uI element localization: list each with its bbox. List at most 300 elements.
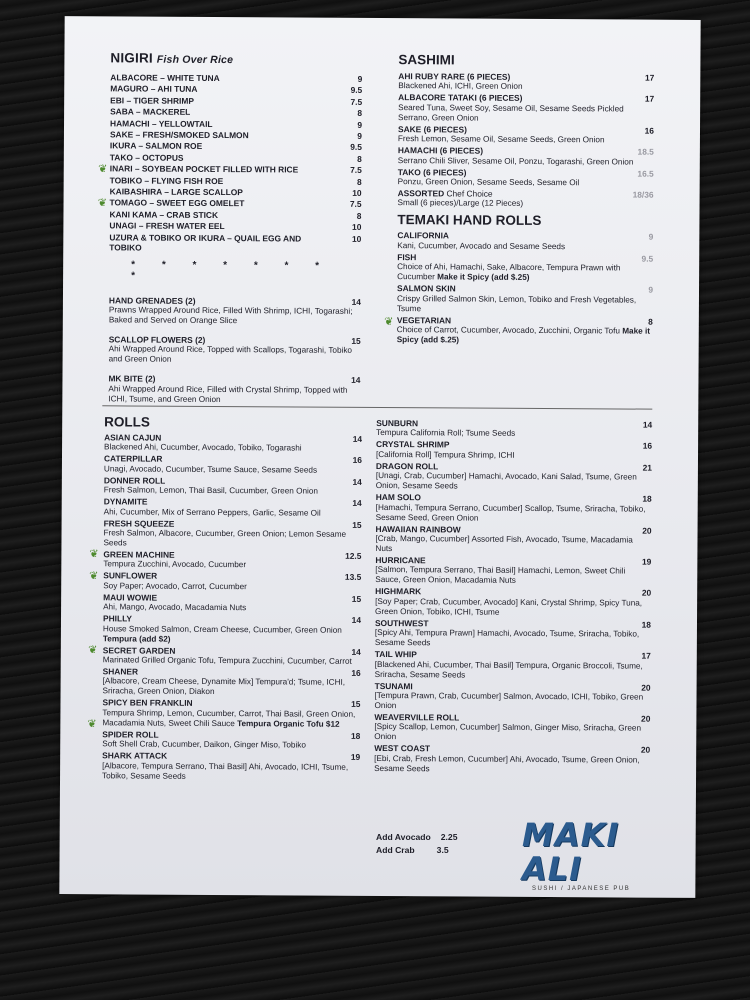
- menu-item-name-text: HAWAIIAN RAINBOW: [375, 523, 461, 535]
- menu-item-name: [104, 518, 175, 529]
- maki-ali-logo: [522, 816, 644, 892]
- menu-item-description-text: House Smoked Salmon, Cream Cheese, Cucumber, Green Onion: [102, 623, 342, 635]
- menu-item: [110, 152, 362, 164]
- menu-item-row: [110, 198, 362, 210]
- addon-price: 2.25: [440, 832, 458, 842]
- menu-item: [104, 475, 362, 497]
- menu-item-name-text: DRAGON ROLL: [375, 460, 439, 472]
- menu-item-description-text: Unagi, Avocado, Cucumber, Tsume Sauce, Sesame Seeds: [103, 464, 318, 475]
- menu-item-row: [109, 209, 361, 221]
- menu-item-name: [398, 167, 467, 178]
- menu-item-name-text: SUNBURN: [376, 417, 419, 429]
- menu-item: [375, 555, 651, 587]
- menu-item-description: [103, 624, 361, 646]
- menu-item-price: 10: [351, 233, 362, 244]
- menu-item-name-text: TOMAGO – SWEET EGG OMELET: [109, 197, 245, 209]
- menu-item-name-text: MAUI WOWIE: [103, 592, 158, 603]
- menu-item-description: [398, 103, 654, 125]
- menu-item-name: [110, 72, 219, 83]
- temaki-list: [397, 231, 654, 347]
- menu-item-name: [109, 232, 335, 254]
- menu-item-name-text: SHANER: [102, 666, 139, 677]
- menu-item: [103, 571, 361, 593]
- menu-item-description: [102, 708, 360, 730]
- menu-item-price: 14: [642, 419, 653, 430]
- menu-item-name: [103, 614, 132, 625]
- temaki-title: TEMAKI HAND ROLLS: [397, 212, 542, 229]
- menu-item: [110, 129, 362, 141]
- menu-item-extra: Make it Spicy (add $.25): [437, 272, 530, 283]
- menu-item-name-text: SPICY BEN FRANKLIN: [102, 697, 193, 709]
- menu-item-name-text: HAMACHI – YELLOWTAIL: [110, 117, 213, 129]
- menu-item-name: [398, 188, 493, 199]
- menu-item-name: [110, 84, 197, 95]
- menu-item-price: 14: [351, 646, 361, 657]
- menu-item-price: 16: [644, 125, 655, 136]
- menu-item-price: 20: [641, 713, 651, 724]
- menu-item-name: [104, 497, 148, 508]
- menu-item-description-text: [Hamachi, Tempura Serrano, Cucumber] Scallop, Tsume, Sriracha, Tobiko, Sesame Seed, Green Onion: [375, 502, 646, 523]
- menu-item-price: 15: [351, 593, 362, 604]
- menu-item-name: [103, 592, 157, 603]
- menu-item-name: [103, 645, 176, 656]
- menu-item-name-text: TOBIKO – FLYING FISH ROE: [109, 174, 224, 186]
- menu-item-price: 19: [642, 556, 652, 567]
- menu-item-name-text: WEAVERVILLE ROLL: [374, 712, 460, 723]
- rolls-right-section: [374, 418, 652, 777]
- menu-item-name-text: TAKO – OCTOPUS: [109, 152, 184, 163]
- menu-item-description-text: Soft Shell Crab, Cucumber, Daikon, Ginger Miso, Tobiko: [102, 739, 306, 750]
- menu-item-description-text: Tempura Shrimp, Lemon, Cucumber, Carrot, Thai Basil, Green Onion, Macadamia Nuts, Sweet Chili Sauce: [102, 708, 356, 728]
- menu-page: [59, 16, 700, 898]
- menu-item-description-text: [Salmon, Tempura Serrano, Thai Basil] Hamachi, Lemon, Sweet Chili Sauce, Green Onion, Macadamia Nuts: [375, 565, 626, 586]
- menu-item-name-text: SOUTHWEST: [374, 617, 429, 629]
- menu-item-name-text: UZURA & TOBIKO OR IKURA – QUAIL EGG AND TOBIKO: [109, 232, 302, 253]
- menu-item-description: [397, 325, 653, 347]
- menu-item-price: 9: [357, 119, 363, 130]
- menu-item-row: [110, 72, 362, 84]
- menu-item: [375, 618, 651, 650]
- menu-item-name-text: EBI – TIGER SHRIMP: [110, 95, 194, 106]
- menu-item-name: [376, 418, 418, 429]
- menu-item-price: 12.5: [345, 550, 362, 561]
- menu-item-name: [104, 475, 165, 486]
- menu-item-name: [374, 712, 459, 723]
- menu-item-row: [110, 175, 362, 187]
- menu-item-price: 14: [352, 476, 362, 487]
- leaf-icon: ❦: [98, 162, 108, 175]
- menu-item-name: [110, 164, 299, 176]
- menu-item-name-text: SPIDER ROLL: [102, 729, 159, 740]
- menu-item: [374, 743, 650, 775]
- menu-item-name-text: HAM SOLO: [375, 492, 421, 503]
- menu-item-description-text: Small (6 pieces)/Large (12 Pieces): [397, 198, 524, 209]
- menu-item: [398, 145, 654, 167]
- menu-item-name-suffix: Chef Choice: [446, 188, 493, 199]
- menu-item: [109, 232, 361, 254]
- menu-item-name: [103, 666, 138, 677]
- menu-item-description: [109, 305, 361, 327]
- menu-item-name: [103, 549, 174, 560]
- logo-tagline: SUSHI / JAPANESE PUB: [532, 886, 631, 892]
- menu-item-row: [110, 164, 362, 176]
- rolls-right-list: [374, 418, 652, 776]
- menu-item-name: [397, 231, 449, 242]
- menu-item-description: [375, 534, 651, 556]
- menu-item-name-text: ALBACORE – WHITE TUNA: [110, 72, 220, 84]
- nigiri-section: [108, 50, 362, 414]
- menu-item: [398, 124, 654, 146]
- menu-item-name: [110, 152, 184, 163]
- menu-item-description: [398, 199, 654, 211]
- menu-item-price: 20: [641, 682, 651, 693]
- menu-item: [103, 645, 361, 667]
- menu-item: [104, 432, 362, 454]
- menu-item-description-text: Fresh Salmon, Lemon, Thai Basil, Cucumber, Green Onion: [103, 485, 319, 496]
- menu-item-description-text: Soy Paper; Avocado, Carrot, Cucumber: [103, 581, 247, 592]
- menu-item-name-text: HAMACHI (6 PIECES): [397, 145, 484, 156]
- leaf-icon: ❦: [88, 644, 98, 657]
- menu-item: [110, 107, 362, 119]
- menu-item-description-text: Blackened Ahi, Cucumber, Avocado, Tobiko, Togarashi: [104, 442, 302, 453]
- menu-item-price: 7.5: [350, 165, 362, 176]
- menu-item-name: [376, 439, 449, 450]
- menu-item-description-text: Kani, Cucumber, Avocado and Sesame Seeds: [397, 240, 566, 251]
- menu-item-description-text: Fresh Salmon, Albacore, Cucumber, Green Onion; Lemon Sesame Seeds: [103, 528, 347, 548]
- menu-item-name: [398, 93, 522, 104]
- menu-item-description-text: Prawns Wrapped Around Rice, Filled With Shrimp, ICHI, Togarashi; Baked and Served on Orange Slice: [108, 305, 353, 326]
- menu-item-price: 18: [642, 493, 652, 504]
- menu-item-description: [103, 528, 361, 550]
- menu-item-name: [376, 492, 421, 503]
- menu-item-price: 9.5: [350, 85, 363, 96]
- menu-item-description-text: [Albacore, Cream Cheese, Dynamite Mix] Tempura'd; Tsume, ICHI, Sriracha, Green Onion, Diakon: [102, 676, 346, 697]
- menu-item: [103, 666, 361, 698]
- menu-item: [376, 461, 652, 493]
- menu-item-description-text: [Crab, Mango, Cucumber] Assorted Fish, Avocado, Tsume, Macadamia Nuts: [375, 534, 633, 554]
- menu-item-name-text: FISH: [397, 251, 417, 263]
- menu-item-name-text: MK BITE (2): [108, 373, 156, 384]
- menu-item-description: [398, 156, 654, 168]
- menu-item-price: 8: [356, 210, 362, 221]
- nigiri-list: [109, 72, 362, 254]
- menu-item-name-text: HIGHMARK: [375, 586, 422, 597]
- menu-item-name-text: ASIAN CAJUN: [104, 432, 162, 443]
- menu-item-name: [374, 743, 430, 754]
- menu-item-price: 16: [351, 667, 361, 678]
- menu-item-name: [103, 571, 157, 582]
- menu-item-name-text: KANI KAMA – CRAB STICK: [109, 209, 219, 220]
- menu-item: [109, 221, 361, 233]
- menu-item: [103, 614, 361, 646]
- menu-item: [103, 549, 361, 571]
- menu-item-row: [109, 232, 361, 254]
- menu-item-name-text: IKURA – SALMON ROE: [109, 140, 203, 152]
- menu-item-name: [398, 124, 467, 135]
- menu-item: [109, 295, 361, 327]
- menu-item-price: 15: [351, 335, 361, 346]
- divider-stars: * * * * * * * *: [131, 258, 332, 282]
- menu-item-description: [376, 503, 652, 525]
- menu-item: [104, 497, 362, 519]
- menu-item-name: [375, 555, 425, 566]
- addon-avocado: [376, 831, 457, 844]
- menu-item-name-text: DYNAMITE: [103, 496, 148, 507]
- menu-item-description-text: [Spicy Scallop, Lemon, Cucumber] Salmon, Ginger Miso, Sriracha, Green Onion: [374, 722, 642, 742]
- menu-item-name-text: SHARK ATTACK: [102, 750, 168, 761]
- leaf-icon: ❦: [87, 718, 97, 731]
- menu-item-description: [374, 754, 650, 776]
- menu-item-description: [108, 384, 360, 406]
- menu-item-name: [398, 145, 483, 156]
- menu-item-description: [375, 565, 651, 587]
- menu-item-description-text: Ahi Wrapped Around Rice, Topped with Scallops, Togarashi, Tobiko and Green Onion: [108, 344, 353, 365]
- menu-item-name-text: SABA – MACKEREL: [110, 106, 191, 118]
- menu-item-description: [375, 597, 651, 619]
- menu-item-price: 18: [641, 619, 652, 630]
- menu-item-price: 18: [350, 730, 361, 741]
- menu-item-description-text: [Blackened Ahi, Cucumber, Thai Basil] Tempura, Organic Broccoli, Tsume, Sriracha, Sesame Seeds: [374, 659, 643, 680]
- menu-item-name: [375, 649, 417, 660]
- menu-item-name-text: HURRICANE: [375, 555, 426, 566]
- menu-item-description: [397, 241, 653, 253]
- menu-item: [374, 712, 650, 744]
- menu-item-name-text: UNAGI – FRESH WATER EEL: [109, 220, 225, 232]
- menu-item-price: 18/36: [632, 189, 654, 200]
- menu-item-name-text: SECRET GARDEN: [102, 644, 176, 656]
- menu-item-description: [103, 655, 361, 667]
- menu-item-name-text: TAIL WHIP: [374, 649, 417, 660]
- menu-item-description: [397, 262, 653, 284]
- menu-item: [102, 751, 360, 783]
- leaf-icon: ❦: [384, 315, 394, 328]
- menu-item-description: [397, 294, 653, 316]
- menu-item-name-text: TSUNAMI: [374, 680, 413, 691]
- menu-item-name-text: SAKE (6 PIECES): [397, 123, 467, 135]
- menu-item-name: [375, 586, 421, 597]
- menu-item-price: 9: [648, 232, 654, 243]
- menu-item-description-text: [Unagi, Crab, Cucumber] Hamachi, Avocado, Kani Salad, Tsume, Green Onion, Sesame Seeds: [375, 471, 637, 491]
- menu-item-name: [102, 698, 192, 709]
- menu-item-price: 9.5: [641, 253, 654, 264]
- menu-item-row: [109, 221, 361, 233]
- menu-item-price: 20: [640, 745, 651, 756]
- menu-item-description: [398, 134, 654, 146]
- menu-item: [110, 186, 362, 198]
- menu-item-description-text: Ahi, Cucumber, Mix of Serrano Peppers, Garlic, Sesame Oil: [103, 506, 321, 518]
- menu-item-name: [109, 295, 196, 306]
- menu-item-description-text: Crispy Grilled Salmon Skin, Lemon, Tobiko and Fresh Vegetables, Tsume: [396, 293, 637, 313]
- menu-item-price: 9: [648, 284, 654, 295]
- menu-item-price: 14: [351, 296, 361, 307]
- menu-item-description: [104, 443, 362, 455]
- menu-item-description: [398, 82, 654, 94]
- menu-item-price: 7.5: [350, 96, 363, 107]
- menu-item-description-text: [California Roll] Tempura Shrimp, ICHI: [375, 449, 515, 460]
- menu-item: [398, 93, 654, 125]
- menu-item-name: [110, 118, 213, 129]
- nigiri-heading: [110, 50, 362, 67]
- menu-item-name-text: AHI RUBY RARE (6 PIECES): [398, 71, 511, 82]
- menu-item-description: [103, 603, 361, 615]
- menu-item-price: 19: [350, 752, 361, 763]
- menu-item-description-text: Choice of Ahi, Hamachi, Sake, Albacore, Tempura Prawn with Cucumber: [397, 262, 621, 282]
- menu-item-name: [109, 209, 218, 220]
- menu-item-name: [398, 71, 510, 82]
- menu-item-name: [110, 175, 224, 186]
- menu-item-description-text: Marinated Grilled Organic Tofu, Tempura Zucchini, Cucumber, Carrot: [102, 655, 352, 666]
- menu-item-description: [376, 450, 652, 462]
- menu-item-price: 9: [357, 73, 363, 84]
- menu-item-name: [110, 186, 243, 197]
- menu-item-description: [104, 464, 362, 476]
- menu-item-name-text: KAIBASHIRA – LARGE SCALLOP: [109, 186, 243, 198]
- menu-item-name: [397, 252, 416, 263]
- addon-price: 3.5: [436, 845, 449, 855]
- menu-item-name-text: ASSORTED: [397, 188, 445, 199]
- menu-item: [397, 283, 653, 315]
- menu-item-name-text: MAGURO – AHI TUNA: [110, 83, 198, 95]
- menu-item: [108, 374, 360, 406]
- menu-item-row: [110, 95, 362, 107]
- menu-item: [398, 167, 654, 189]
- menu-item-price: 14: [351, 615, 362, 626]
- menu-item-price: 16: [352, 455, 363, 466]
- menu-item-name-text: WEST COAST: [374, 743, 431, 754]
- sashimi-list: [398, 71, 655, 210]
- menu-item-price: 14: [352, 498, 362, 509]
- menu-item-name: [110, 95, 194, 106]
- menu-item-name: [110, 198, 245, 209]
- menu-item-price: 15: [351, 699, 361, 710]
- rolls-section: [102, 414, 362, 783]
- menu-item-description-text: Serrano Chili Sliver, Sesame Oil, Ponzu, Togarashi, Green Onion: [397, 155, 634, 167]
- menu-item-price: 10: [352, 187, 362, 198]
- specials-list: [108, 295, 361, 406]
- menu-item: [110, 198, 362, 210]
- menu-item: [397, 315, 653, 347]
- menu-item-name: [102, 751, 167, 762]
- menu-item-description: [102, 740, 360, 752]
- menu-item-name-text: GREEN MACHINE: [103, 549, 175, 560]
- menu-item-extra: Tempura Organic Tofu $12: [237, 719, 340, 729]
- menu-item: [110, 164, 362, 176]
- menu-item-price: 14: [352, 433, 363, 444]
- addon-label: Add Crab: [376, 845, 415, 855]
- menu-item-description: [375, 628, 651, 650]
- menu-item: [375, 524, 651, 556]
- menu-item-description: [103, 560, 361, 572]
- menu-item-description-text: Tempura California Roll; Tsume Seeds: [376, 428, 516, 439]
- menu-item: [103, 518, 361, 550]
- menu-item-name-text: FRESH SQUEEZE: [103, 517, 175, 529]
- menu-item-price: 9.5: [350, 142, 362, 153]
- menu-item-row: [110, 107, 362, 119]
- menu-item-name: [110, 141, 202, 152]
- menu-item-extra: Make it Spicy (add $.25): [396, 326, 651, 345]
- menu-item-name-text: INARI – SOYBEAN POCKET FILLED WITH RICE: [109, 163, 299, 175]
- menu-item-name-text: SUNFLOWER: [103, 570, 158, 582]
- menu-item-price: 7.5: [349, 199, 362, 210]
- menu-item-row: [110, 141, 362, 153]
- menu-item-row: [110, 186, 362, 198]
- menu-item-description-text: Blackened Ahi, ICHI, Green Onion: [398, 81, 523, 92]
- menu-item-price: 20: [642, 525, 652, 536]
- menu-item-description-text: [Soy Paper; Crab, Cucumber, Avocado] Kani, Crystal Shrimp, Spicy Tuna, Green Onion, Tobiko, ICHI, Tsume: [375, 596, 643, 617]
- menu-item-name: [376, 524, 461, 535]
- menu-item-name: [375, 681, 413, 692]
- sashimi-title: SASHIMI: [398, 52, 455, 68]
- menu-item-price: 8: [356, 176, 362, 187]
- menu-item-name-text: SAKE – FRESH/SMOKED SALMON: [109, 129, 249, 141]
- leaf-icon: ❦: [89, 569, 99, 582]
- menu-item: [110, 95, 362, 107]
- menu-item-price: 8: [648, 316, 653, 327]
- menu-item-name-text: SCALLOP FLOWERS (2): [108, 334, 206, 345]
- menu-item-description-text: [Albacore, Tempura Serrano, Thai Basil] Ahi, Avocado, ICHI, Tsume, Tobiko, Sesame Seeds: [102, 760, 349, 781]
- menu-item: [376, 439, 652, 461]
- menu-item: [397, 252, 653, 284]
- menu-item: [110, 175, 362, 187]
- menu-item: [397, 231, 653, 253]
- menu-item: [110, 84, 362, 96]
- nigiri-subtitle: Fish Over Rice: [156, 53, 234, 67]
- menu-item-price: 10: [352, 222, 362, 233]
- menu-item: [374, 681, 650, 713]
- menu-item: [109, 334, 361, 366]
- menu-item-name: [397, 315, 451, 326]
- menu-item-name: [109, 221, 224, 232]
- sashimi-section: [397, 52, 655, 348]
- menu-item-description-text: [Ebi, Crab, Fresh Lemon, Cucumber] Ahi, Avocado, Tsume, Green Onion, Sesame Seeds: [374, 753, 640, 774]
- menu-item-description-text: Choice of Carrot, Cucumber, Avocado, Zucchini, Organic Tofu: [396, 325, 620, 336]
- menu-item-row: [110, 118, 362, 130]
- menu-item: [375, 586, 651, 618]
- menu-item-price: 20: [641, 588, 652, 599]
- menu-item: [109, 209, 361, 221]
- menu-item: [376, 492, 652, 524]
- menu-item: [110, 118, 362, 130]
- menu-item-price: 17: [644, 72, 655, 83]
- addon-label: Add Avocado: [376, 832, 431, 842]
- menu-item-name: [397, 283, 456, 294]
- menu-item-description-text: Seared Tuna, Sweet Soy, Sesame Oil, Sesame Seeds Pickled Serrano, Green Onion: [398, 102, 624, 123]
- menu-item-row: [110, 129, 362, 141]
- menu-item-name: [110, 107, 190, 118]
- menu-item-description: [109, 345, 361, 367]
- menu-item-description: [102, 761, 360, 783]
- menu-item-price: 16: [642, 441, 653, 452]
- menu-item-name: [108, 374, 155, 385]
- menu-item-name: [375, 618, 429, 629]
- menu-item-name-text: CALIFORNIA: [397, 230, 450, 241]
- menu-item-description-text: Fresh Lemon, Sesame Oil, Sesame Seeds, Green Onion: [397, 134, 605, 145]
- menu-item-name-text: HAND GRENADES (2): [108, 294, 196, 306]
- rolls-title: ROLLS: [104, 414, 151, 430]
- menu-item: [398, 71, 654, 93]
- leaf-icon: ❦: [89, 548, 99, 561]
- menu-item-name-text: VEGETARIAN: [396, 314, 452, 326]
- menu-item-price: 17: [641, 650, 651, 661]
- menu-item-description: [374, 691, 650, 713]
- leaf-icon: ❦: [97, 197, 107, 210]
- menu-item-name-text: ALBACORE TATAKI (6 PIECES): [398, 92, 523, 104]
- menu-item: [376, 418, 652, 440]
- menu-item: [375, 649, 651, 681]
- menu-item: [104, 454, 362, 476]
- menu-item-description: [398, 177, 654, 189]
- menu-item-description-text: [Spicy Ahi, Tempura Prawn] Hamachi, Avocado, Tsume, Sriracha, Tobiko, Sesame Seeds: [374, 628, 640, 648]
